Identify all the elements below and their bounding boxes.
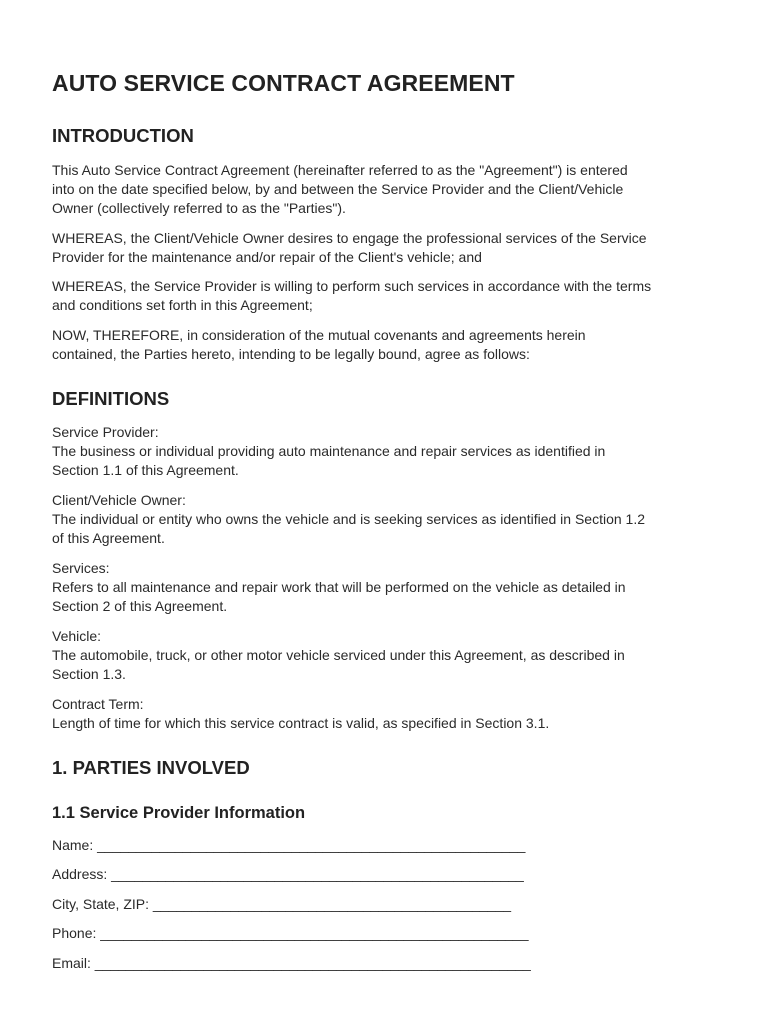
text-line: The automobile, truck, or other motor vehicle serviced under this Agreement, as described in xyxy=(52,647,625,663)
text-line: Section 1.1 of this Agreement. xyxy=(52,462,239,478)
introduction-heading: INTRODUCTION xyxy=(52,125,194,146)
text-line: Refers to all maintenance and repair work that will be performed on the vehicle as detailed in xyxy=(52,579,626,595)
definition-vehicle xyxy=(52,627,730,684)
introduction-paragraph-4 xyxy=(52,326,730,364)
address-field[interactable]: Address: _____________________________________________________ xyxy=(52,866,524,882)
text-line: This Auto Service Contract Agreement (hereinafter referred to as the "Agreement") is entered xyxy=(52,162,628,178)
text-line: Section 2 of this Agreement. xyxy=(52,598,228,614)
text-line: Owner (collectively referred to as the "Parties"). xyxy=(52,200,346,216)
definition-service-provider xyxy=(52,423,730,480)
text-line: The business or individual providing auto maintenance and repair services as identified in xyxy=(52,443,606,459)
text-line: and conditions set forth in this Agreement; xyxy=(52,297,313,313)
introduction-paragraph-1 xyxy=(52,161,730,218)
text-line: Length of time for which this service contract is valid, as specified in Section 3.1. xyxy=(52,715,550,731)
text-line: into on the date specified below, by and between the Service Provider and the Client/Vehicle xyxy=(52,181,624,197)
text-line: Provider for the maintenance and/or repair of the Client's vehicle; and xyxy=(52,249,482,265)
definition-contract-term xyxy=(52,695,730,733)
text-line: WHEREAS, the Service Provider is willing to perform such services in accordance with the terms xyxy=(52,278,652,294)
text-line: The individual or entity who owns the vehicle and is seeking services as identified in Section 1.2 xyxy=(52,511,645,527)
text-line: NOW, THEREFORE, in consideration of the mutual covenants and agreements herein xyxy=(52,327,586,343)
text-line: of this Agreement. xyxy=(52,530,165,546)
definition-term: Contract Term: xyxy=(52,696,144,712)
definition-term: Vehicle: xyxy=(52,628,102,644)
parties-heading: 1. PARTIES INVOLVED xyxy=(52,757,250,778)
definition-services xyxy=(52,559,730,616)
definition-term: Service Provider: xyxy=(52,424,159,440)
document-title: AUTO SERVICE CONTRACT AGREEMENT xyxy=(52,70,515,96)
introduction-paragraph-3 xyxy=(52,277,730,315)
definition-client-vehicle-owner xyxy=(52,491,730,548)
service-provider-info-heading: 1.1 Service Provider Information xyxy=(52,804,306,822)
definition-term: Services: xyxy=(52,560,110,576)
email-field[interactable]: Email: ________________________________________________________ xyxy=(52,955,531,971)
text-line: WHEREAS, the Client/Vehicle Owner desires to engage the professional services of the Service xyxy=(52,230,647,246)
city-state-zip-field[interactable]: City, State, ZIP: ______________________________________________ xyxy=(52,896,512,912)
text-line: Section 1.3. xyxy=(52,666,126,682)
definition-term: Client/Vehicle Owner: xyxy=(52,492,186,508)
introduction-paragraph-2 xyxy=(52,229,730,267)
definitions-heading: DEFINITIONS xyxy=(52,388,170,409)
phone-field[interactable]: Phone: _______________________________________________________ xyxy=(52,925,529,941)
text-line: contained, the Parties hereto, intending to be legally bound, agree as follows: xyxy=(52,346,530,362)
name-field[interactable]: Name: _______________________________________________________ xyxy=(52,837,526,853)
